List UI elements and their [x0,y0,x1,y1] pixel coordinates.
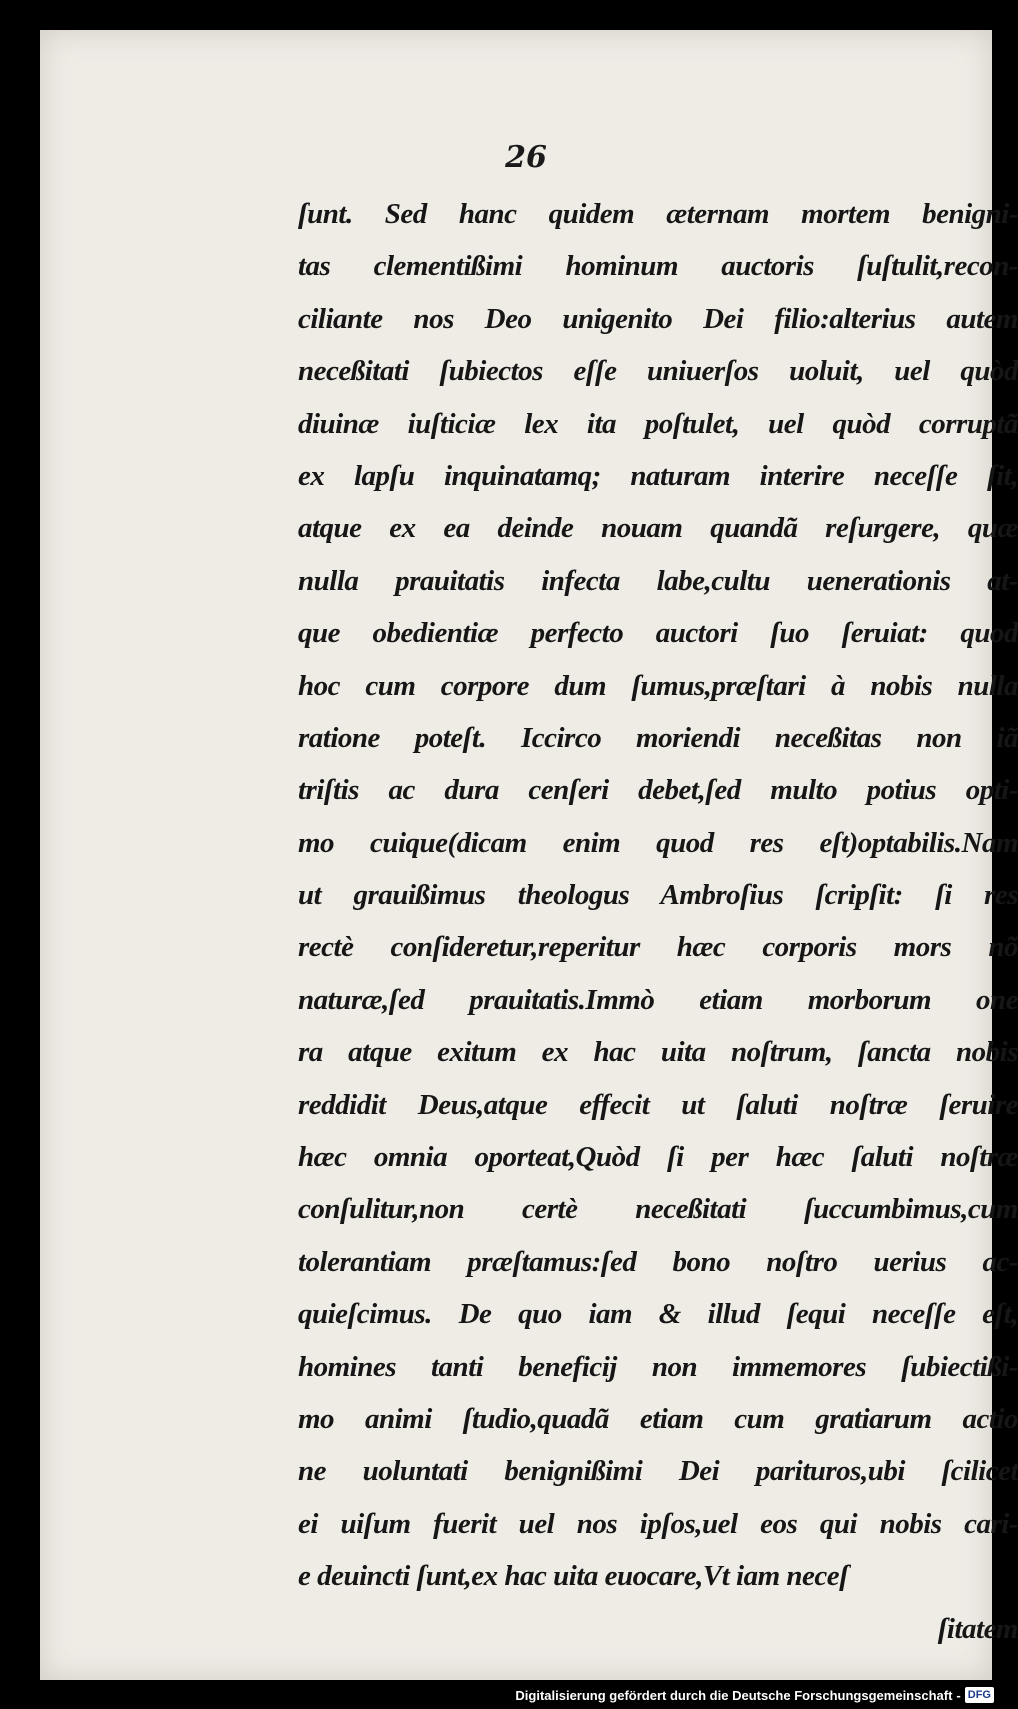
text-line: tas clementißimi hominum auctoris ſuſtulit,recon- [298,250,1018,283]
credit-separator: - [956,1687,961,1703]
credit-text: Digitalisierung gefördert durch die Deutsche Forschungsgemeinschaft [515,1687,953,1703]
book-page [40,30,1018,1680]
text-line: hæc omnia oporteat,Quòd ſi per hæc ſaluti noſtræ [298,1141,1018,1174]
page-number: 26 [505,140,547,175]
dfg-logo-icon: DFG [965,1687,994,1703]
text-line: ſunt. Sed hanc quidem æternam mortem benigni- [298,198,1018,230]
text-line: conſulitur,non certè neceßitati ſuccumbimus,cum [298,1193,1018,1226]
text-line: naturæ,ſed prauitatis.Immò etiam morborum one [298,983,1018,1016]
text-line: ex lapſu inquinatamq; naturam interire neceſſe ſit, [298,459,1018,492]
text-line: diuinæ iuſticiæ lex ita poſtulet, uel quòd corruptã [298,407,1018,440]
text-line: reddidit Deus,atque effecit ut ſaluti noſtræ ſeruire [298,1088,1018,1121]
text-line: atque ex ea deinde nouam quandã reſurgere, quæ [298,512,1018,545]
text-line: quieſcimus. De quo iam & illud ſequi neceſſe eſt, [298,1298,1018,1331]
text-line: neceßitati ſubiectos eſſe uniuerſos uoluit, uel quòd [298,355,1018,388]
text-line: ra atque exitum ex hac uita noſtrum, ſancta nobis [298,1036,1018,1069]
text-line: homines tanti beneficij non immemores ſubiectißi- [298,1350,1018,1383]
text-line: ciliante nos Deo unigenito Dei filio:alterius autem [298,302,1018,335]
text-line: mo cuique(dicam enim quod res eſt)optabilis.Nam [298,826,1018,859]
text-line: tolerantiam præſtamus:ſed bono noſtro uerius ac- [298,1245,1018,1278]
catchword: ſitatem [937,1612,1018,1645]
text-line: nulla prauitatis infecta labe,cultu uenerationis at- [298,564,1018,597]
text-line: ne uoluntati benignißimi Dei parituros,ubi ſcilicet [298,1455,1018,1488]
text-line: rectè conſideretur,reperitur hæc corporis mors nõ [298,931,1018,964]
text-line: mo animi ſtudio,quadã etiam cum gratiarum actio [298,1402,1018,1435]
text-line: ratione poteſt. Iccirco moriendi neceßitas non iã [298,721,1018,754]
text-line: e deuincti ſunt,ex hac uita euocare,Vt iam neceſ [298,1560,849,1593]
digitization-credit [515,1685,994,1705]
text-line: triſtis ac dura cenſeri debet,ſed multo potius opti- [298,774,1018,807]
text-line: ei uiſum fuerit uel nos ipſos,uel eos qui nobis cari- [298,1507,1018,1540]
text-line: ut grauißimus theologus Ambroſius ſcripſit: ſi res [298,879,1018,912]
text-line: hoc cum corpore dum ſumus,præſtari à nobis nulla [298,669,1018,702]
text-block [298,188,1018,1655]
text-line: que obedientiæ perfecto auctori ſuo ſeruiat: quod [298,617,1018,650]
